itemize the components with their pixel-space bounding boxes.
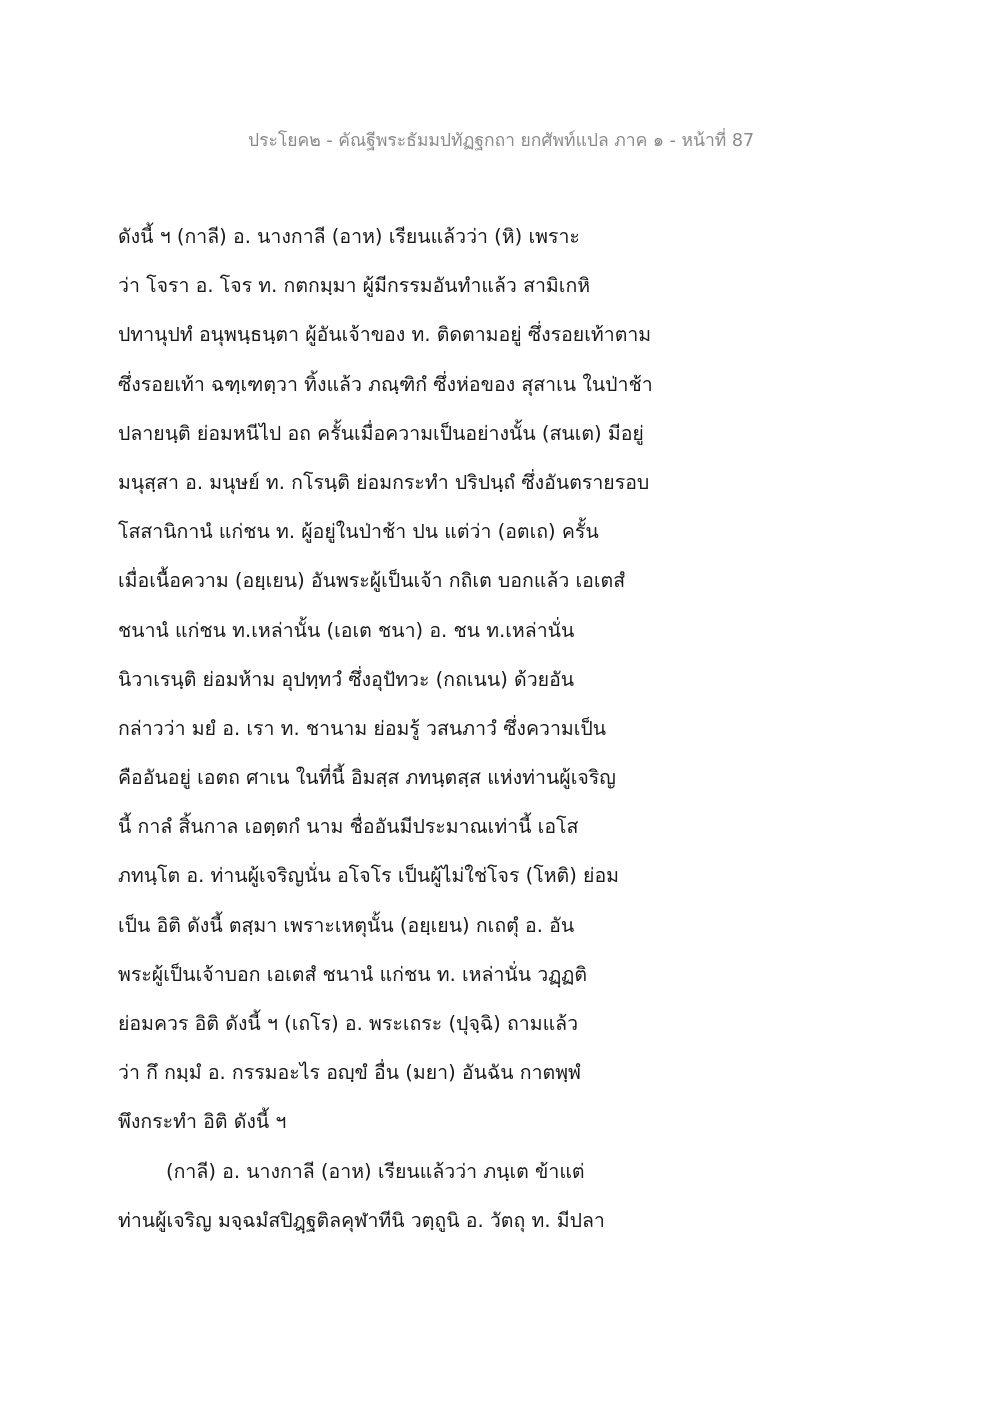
text-line: ว่า โจรา อ. โจร ท. กตกมฺมา ผู้มีกรรมอันทำแล้ว สามิเกหิ bbox=[118, 274, 591, 298]
page-body bbox=[118, 212, 698, 1245]
page-header: ประโยค๒ - คัณฐีพระธัมมปทัฏฐกถา ยกศัพท์แปล ภาค ๑ - หน้าที่ 87 bbox=[248, 131, 755, 151]
text-line: กล่าวว่า มยํ อ. เรา ท. ชานาม ย่อมรู้ วสนภาวํ ซึ่งความเป็น bbox=[118, 716, 607, 740]
text-line: ปทานุปทํ อนุพนฺธนฺตา ผู้อันเจ้าของ ท. ติดตามอยู่ ซึ่งรอยเท้าตาม bbox=[118, 323, 652, 347]
paragraph-start-line: (กาลี) อ. นางกาลี (อาห) เรียนแล้วว่า ภนฺเต ข้าแต่ bbox=[166, 1159, 585, 1183]
text-line: เมื่อเนื้อความ (อยฺเยน) อันพระผู้เป็นเจ้า กถิเต บอกแล้ว เอเตสํ bbox=[118, 569, 626, 593]
text-line: นิวาเรนฺติ ย่อมห้าม อุปทฺทวํ ซึ่งอุปัทวะ (กถเนน) ด้วยอัน bbox=[118, 667, 575, 691]
text-line: เป็น อิติ ดังนี้ ตสฺมา เพราะเหตุนั้น (อยฺเยน) กเถตุํ อ. อัน bbox=[118, 913, 575, 937]
text-line: พึงกระทำ อิติ ดังนี้ ฯ bbox=[118, 1110, 287, 1134]
text-line: ย่อมควร อิติ ดังนี้ ฯ (เถโร) อ. พระเถระ (ปุจฺฉิ) ถามแล้ว bbox=[118, 1012, 579, 1035]
text-line: คืออันอยู่ เอตถ ศาเน ในที่นี้ อิมสฺส ภทนฺตสฺส แห่งท่านผู้เจริญ bbox=[118, 766, 616, 790]
text-line: ซึ่งรอยเท้า ฉฑฺเฑตฺวา ทิ้งแล้ว ภณฺฑิกํ ซึ่งห่อของ สุสาเน ในป่าช้า bbox=[118, 372, 653, 396]
text-line: ภทนฺโต อ. ท่านผู้เจริญนั่น อโจโร เป็นผู้ไม่ใช่โจร (โหติ) ย่อม bbox=[118, 864, 620, 888]
text-line: ปลายนฺติ ย่อมหนีไป อถ ครั้นเมื่อความเป็นอย่างนั้น (สนเต) มีอยู่ bbox=[118, 421, 644, 445]
text-line: โสสานิกานํ แก่ชน ท. ผู้อยู่ในป่าช้า ปน แต่ว่า (อตเถ) ครั้น bbox=[118, 520, 599, 544]
text-line: มนุสฺสา อ. มนุษย์ ท. กโรนฺติ ย่อมกระทำ ปริปนฺถํ ซึ่งอันตรายรอบ bbox=[118, 470, 650, 494]
text-line: ว่า กึ กมฺมํ อ. กรรมอะไร อญฺขํ อื่น (มยา) อันฉัน กาตพฺพํ bbox=[118, 1061, 581, 1085]
text-line: ดังนี้ ฯ (กาลี) อ. นางกาลี (อาห) เรียนแล้วว่า (หิ) เพราะ bbox=[118, 225, 580, 248]
text-line: ชนานํ แก่ชน ท.เหล่านั้น (เอเต ชนา) อ. ชน ท.เหล่านั่น bbox=[118, 618, 575, 642]
text-line: ท่านผู้เจริญ มจฺฉมํสปิฎฺฐติลคุฬาทีนิ วตฺถูนิ อ. วัตถุ ท. มีปลา bbox=[118, 1208, 605, 1232]
text-line: พระผู้เป็นเจ้าบอก เอเตสํ ชนานํ แก่ชน ท. เหล่านั่น วฏฺฏติ bbox=[118, 962, 588, 986]
text-line: นี้ กาลํ สิ้นกาล เอตฺตกํ นาม ชื่ออันมีประมาณเท่านี้ เอโส bbox=[118, 815, 579, 839]
